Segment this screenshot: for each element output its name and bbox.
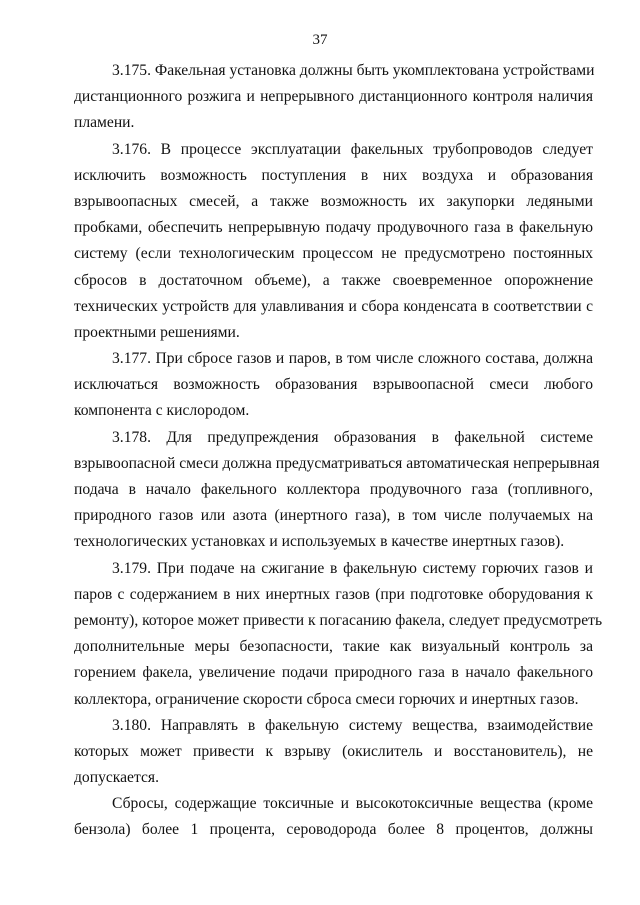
text-line: технических устройств для улавливания и сбора конденсата в соответствии с [74,297,593,315]
text-line: горением факела, увеличение подачи природного газа в начало факельного [74,664,593,682]
text-line: природного газов или азота (инертного газа), в том числе получаемых на [74,507,593,525]
text-line: 3.175. Факельная установка должны быть укомплектована устройствами [112,62,595,79]
paragraph-3-175 [74,58,593,137]
text-line: 3.177. При сбросе газов и паров, в том числе сложного состава, должна [112,350,593,368]
text-line: дистанционного розжига и непрерывного дистанционного контроля наличия [74,88,593,106]
text-line: 3.179. При подаче на сжигание в факельную систему горючих газов и [112,559,593,577]
text-line: коллектора, ограничение скорости сброса смеси горючих и инертных газов. [74,690,579,708]
text-line: паров с содержанием в них инертных газов (при подготовке оборудования к [74,585,593,603]
text-line: пламени. [74,114,135,132]
text-line: сбросов в достаточном объеме), а также своевременное опорожнение [74,271,593,289]
text-line: 3.176. В процессе эксплуатации факельных трубопроводов следует [112,140,593,158]
text-line: которых может привести к взрыву (окислитель и восстановитель), не [74,742,593,760]
text-line: 3.180. Направлять в факельную систему вещества, взаимодействие [112,716,593,734]
text-line: Сбросы, содержащие токсичные и высокотоксичные вещества (кроме [112,795,593,813]
text-line: 3.178. Для предупреждения образования в факельной системе [112,428,593,446]
paragraph-3-180 [74,713,593,792]
text-line: дополнительные меры безопасности, такие как визуальный контроль за [74,638,593,656]
paragraph-3-178 [74,425,600,556]
text-line: проектными решениями. [74,323,240,341]
page-number: 37 [312,32,328,48]
text-line: подача в начало факельного коллектора продувочного газа (топливного, [74,481,593,498]
paragraph-toxic-discharges [74,791,593,843]
text-line: компонента с кислородом. [74,402,250,420]
text-line: допускается. [74,769,159,787]
paragraph-3-176 [74,137,593,347]
text-line: технологических установках и используемых в качестве инертных газов). [74,533,565,551]
text-line: пробками, обеспечить непрерывную подачу продувочного газа в факельную [74,219,593,237]
text-line: исключить возможность поступления в них воздуха и образования [74,166,593,184]
paragraph-3-177 [74,346,593,425]
paragraph-3-179 [74,556,603,713]
text-line: взрывоопасных смесей, а также возможность их закупорки ледяными [74,192,593,210]
text-line: систему (если технологическим процессом не предусмотрено постоянных [74,245,593,263]
text-line: бензола) более 1 процента, сероводорода более 8 процентов, должны [74,821,593,839]
document-body [74,58,603,844]
text-line: ремонту), которое может привести к погасанию факела, следует предусмотреть [74,611,603,629]
text-line: взрывоопасной смеси должна предусматриваться автоматическая непрерывная [74,454,600,472]
text-line: исключаться возможность образования взрывоопасной смеси любого [74,376,593,394]
